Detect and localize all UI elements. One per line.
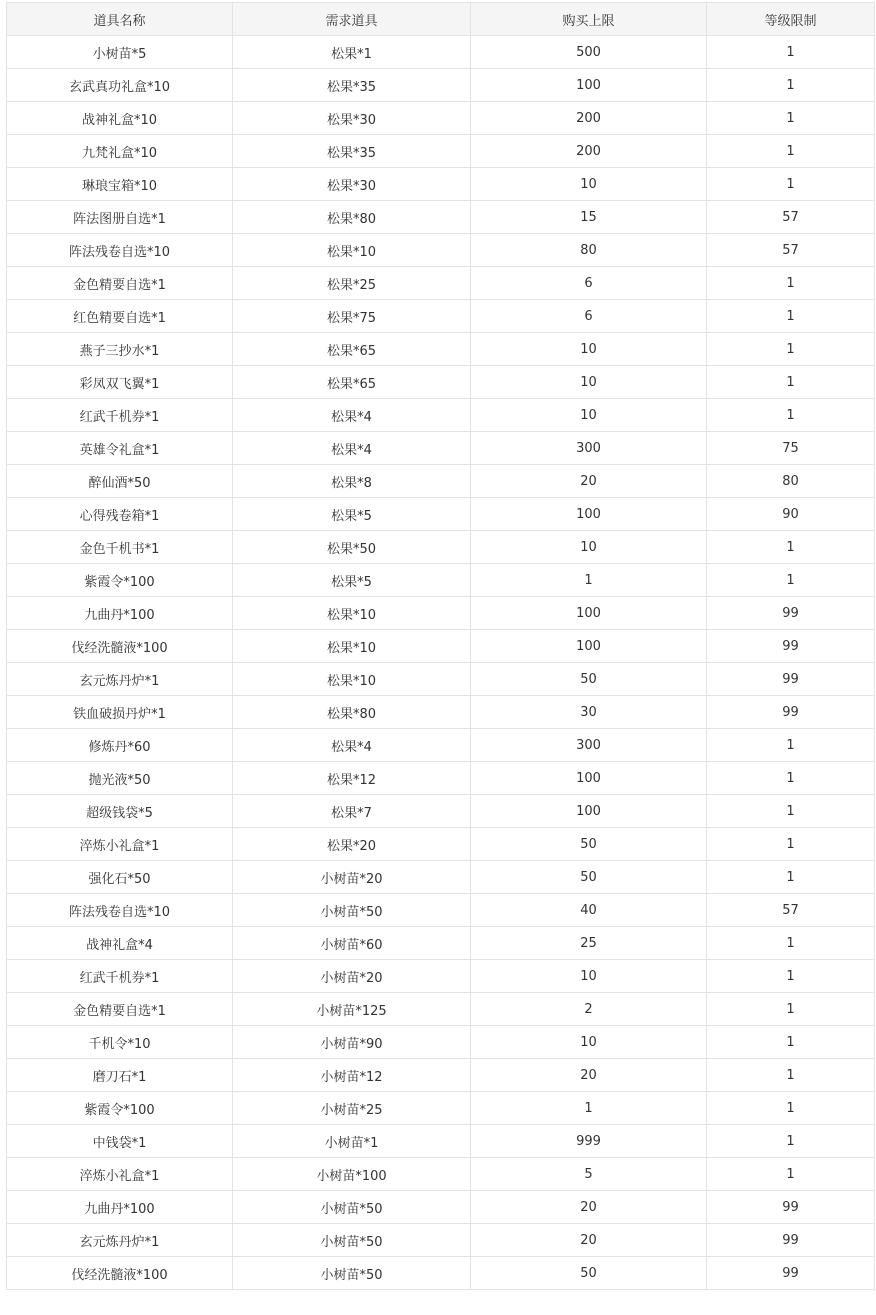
cell-level-limit: 1 [707, 366, 875, 399]
table-body [7, 36, 875, 1290]
cell-required-item: 松果*12 [233, 762, 471, 795]
table-row [7, 696, 875, 729]
table-row [7, 333, 875, 366]
cell-required-item: 小树苗*20 [233, 960, 471, 993]
cell-purchase-limit: 40 [471, 894, 707, 927]
table-row [7, 498, 875, 531]
cell-purchase-limit: 100 [471, 795, 707, 828]
cell-level-limit: 1 [707, 729, 875, 762]
table-row [7, 135, 875, 168]
cell-level-limit: 99 [707, 663, 875, 696]
cell-required-item: 松果*75 [233, 300, 471, 333]
cell-required-item: 小树苗*60 [233, 927, 471, 960]
cell-required-item: 小树苗*1 [233, 1125, 471, 1158]
cell-item-name: 九曲丹*100 [7, 597, 233, 630]
cell-item-name: 阵法残卷自选*10 [7, 894, 233, 927]
cell-item-name: 玄元炼丹炉*1 [7, 663, 233, 696]
cell-required-item: 松果*25 [233, 267, 471, 300]
cell-required-item: 小树苗*50 [233, 1257, 471, 1290]
table-row [7, 894, 875, 927]
cell-level-limit: 1 [707, 1059, 875, 1092]
cell-level-limit: 1 [707, 861, 875, 894]
cell-purchase-limit: 1 [471, 564, 707, 597]
cell-level-limit: 99 [707, 630, 875, 663]
table-row [7, 663, 875, 696]
cell-required-item: 松果*5 [233, 498, 471, 531]
cell-purchase-limit: 10 [471, 399, 707, 432]
cell-item-name: 战神礼盒*10 [7, 102, 233, 135]
table-row [7, 1158, 875, 1191]
cell-item-name: 强化石*50 [7, 861, 233, 894]
cell-required-item: 松果*8 [233, 465, 471, 498]
cell-level-limit: 1 [707, 168, 875, 201]
table-row [7, 300, 875, 333]
cell-required-item: 松果*80 [233, 201, 471, 234]
cell-level-limit: 1 [707, 399, 875, 432]
cell-level-limit: 1 [707, 300, 875, 333]
table-row [7, 201, 875, 234]
cell-level-limit: 57 [707, 234, 875, 267]
cell-item-name: 九梵礼盒*10 [7, 135, 233, 168]
cell-purchase-limit: 100 [471, 762, 707, 795]
cell-purchase-limit: 30 [471, 696, 707, 729]
cell-required-item: 松果*4 [233, 729, 471, 762]
table-row [7, 828, 875, 861]
cell-item-name: 磨刀石*1 [7, 1059, 233, 1092]
cell-required-item: 松果*20 [233, 828, 471, 861]
cell-item-name: 超级钱袋*5 [7, 795, 233, 828]
cell-required-item: 松果*80 [233, 696, 471, 729]
table-row [7, 597, 875, 630]
table-row [7, 564, 875, 597]
header-level-limit: 等级限制 [707, 3, 875, 36]
cell-purchase-limit: 80 [471, 234, 707, 267]
cell-required-item: 小树苗*50 [233, 1191, 471, 1224]
cell-required-item: 小树苗*12 [233, 1059, 471, 1092]
cell-purchase-limit: 25 [471, 927, 707, 960]
cell-item-name: 紫霞令*100 [7, 1092, 233, 1125]
table-row [7, 762, 875, 795]
table-row [7, 168, 875, 201]
cell-purchase-limit: 10 [471, 531, 707, 564]
header-item-name: 道具名称 [7, 3, 233, 36]
cell-item-name: 燕子三抄水*1 [7, 333, 233, 366]
cell-required-item: 松果*10 [233, 630, 471, 663]
cell-item-name: 金色千机书*1 [7, 531, 233, 564]
cell-item-name: 中钱袋*1 [7, 1125, 233, 1158]
cell-required-item: 松果*50 [233, 531, 471, 564]
table-row [7, 399, 875, 432]
cell-purchase-limit: 6 [471, 267, 707, 300]
table-row [7, 960, 875, 993]
cell-purchase-limit: 2 [471, 993, 707, 1026]
table-row [7, 1092, 875, 1125]
cell-level-limit: 1 [707, 762, 875, 795]
cell-item-name: 彩凤双飞翼*1 [7, 366, 233, 399]
cell-required-item: 松果*1 [233, 36, 471, 69]
cell-level-limit: 75 [707, 432, 875, 465]
cell-item-name: 英雄令礼盒*1 [7, 432, 233, 465]
header-row [7, 3, 875, 36]
cell-level-limit: 90 [707, 498, 875, 531]
cell-item-name: 红色精要自选*1 [7, 300, 233, 333]
cell-purchase-limit: 20 [471, 1191, 707, 1224]
table-row [7, 1026, 875, 1059]
cell-purchase-limit: 100 [471, 498, 707, 531]
cell-level-limit: 1 [707, 531, 875, 564]
cell-required-item: 松果*4 [233, 399, 471, 432]
table-row [7, 102, 875, 135]
cell-required-item: 小树苗*50 [233, 1224, 471, 1257]
cell-level-limit: 99 [707, 696, 875, 729]
table-row [7, 630, 875, 663]
cell-item-name: 金色精要自选*1 [7, 267, 233, 300]
cell-purchase-limit: 20 [471, 1059, 707, 1092]
cell-required-item: 小树苗*90 [233, 1026, 471, 1059]
cell-required-item: 松果*30 [233, 102, 471, 135]
cell-item-name: 修炼丹*60 [7, 729, 233, 762]
cell-required-item: 松果*65 [233, 333, 471, 366]
table-row [7, 861, 875, 894]
table-row [7, 993, 875, 1026]
cell-required-item: 松果*7 [233, 795, 471, 828]
cell-level-limit: 1 [707, 828, 875, 861]
cell-item-name: 玄元炼丹炉*1 [7, 1224, 233, 1257]
cell-purchase-limit: 100 [471, 69, 707, 102]
cell-level-limit: 1 [707, 1092, 875, 1125]
cell-purchase-limit: 50 [471, 861, 707, 894]
cell-item-name: 抛光液*50 [7, 762, 233, 795]
cell-purchase-limit: 5 [471, 1158, 707, 1191]
cell-required-item: 小树苗*25 [233, 1092, 471, 1125]
table-row [7, 267, 875, 300]
cell-item-name: 心得残卷箱*1 [7, 498, 233, 531]
cell-level-limit: 1 [707, 993, 875, 1026]
table-row [7, 927, 875, 960]
cell-required-item: 小树苗*100 [233, 1158, 471, 1191]
table-row [7, 729, 875, 762]
cell-item-name: 九曲丹*100 [7, 1191, 233, 1224]
cell-purchase-limit: 15 [471, 201, 707, 234]
cell-level-limit: 99 [707, 1224, 875, 1257]
cell-purchase-limit: 100 [471, 630, 707, 663]
cell-item-name: 红武千机券*1 [7, 960, 233, 993]
cell-level-limit: 1 [707, 69, 875, 102]
cell-item-name: 千机令*10 [7, 1026, 233, 1059]
cell-required-item: 松果*30 [233, 168, 471, 201]
cell-purchase-limit: 500 [471, 36, 707, 69]
cell-required-item: 松果*10 [233, 597, 471, 630]
cell-level-limit: 1 [707, 1158, 875, 1191]
table-row [7, 234, 875, 267]
cell-required-item: 松果*5 [233, 564, 471, 597]
cell-level-limit: 1 [707, 102, 875, 135]
table-row [7, 1224, 875, 1257]
cell-level-limit: 57 [707, 201, 875, 234]
cell-required-item: 小树苗*125 [233, 993, 471, 1026]
cell-purchase-limit: 20 [471, 465, 707, 498]
cell-purchase-limit: 100 [471, 597, 707, 630]
cell-required-item: 小树苗*50 [233, 894, 471, 927]
cell-item-name: 淬炼小礼盒*1 [7, 828, 233, 861]
cell-item-name: 金色精要自选*1 [7, 993, 233, 1026]
cell-purchase-limit: 50 [471, 828, 707, 861]
cell-level-limit: 1 [707, 927, 875, 960]
cell-purchase-limit: 10 [471, 168, 707, 201]
cell-level-limit: 1 [707, 333, 875, 366]
cell-purchase-limit: 999 [471, 1125, 707, 1158]
cell-required-item: 松果*35 [233, 135, 471, 168]
table-row [7, 465, 875, 498]
cell-item-name: 伐经洗髓液*100 [7, 1257, 233, 1290]
shop-exchange-table [6, 2, 875, 1290]
cell-required-item: 小树苗*20 [233, 861, 471, 894]
cell-item-name: 战神礼盒*4 [7, 927, 233, 960]
cell-item-name: 琳琅宝箱*10 [7, 168, 233, 201]
cell-level-limit: 99 [707, 597, 875, 630]
cell-level-limit: 1 [707, 36, 875, 69]
cell-purchase-limit: 200 [471, 102, 707, 135]
table-row [7, 36, 875, 69]
table-row [7, 1059, 875, 1092]
cell-item-name: 伐经洗髓液*100 [7, 630, 233, 663]
header-purchase-limit: 购买上限 [471, 3, 707, 36]
header-required-item: 需求道具 [233, 3, 471, 36]
cell-level-limit: 1 [707, 1125, 875, 1158]
cell-item-name: 淬炼小礼盒*1 [7, 1158, 233, 1191]
table-row [7, 1257, 875, 1290]
cell-purchase-limit: 50 [471, 1257, 707, 1290]
table-row [7, 1191, 875, 1224]
cell-level-limit: 1 [707, 564, 875, 597]
cell-level-limit: 1 [707, 267, 875, 300]
cell-item-name: 小树苗*5 [7, 36, 233, 69]
table-row [7, 69, 875, 102]
cell-item-name: 玄武真功礼盒*10 [7, 69, 233, 102]
table-row [7, 432, 875, 465]
cell-purchase-limit: 20 [471, 1224, 707, 1257]
table-row [7, 366, 875, 399]
cell-purchase-limit: 6 [471, 300, 707, 333]
table-row [7, 1125, 875, 1158]
cell-purchase-limit: 1 [471, 1092, 707, 1125]
cell-purchase-limit: 10 [471, 366, 707, 399]
cell-item-name: 阵法残卷自选*10 [7, 234, 233, 267]
cell-required-item: 松果*65 [233, 366, 471, 399]
cell-required-item: 松果*35 [233, 69, 471, 102]
cell-level-limit: 99 [707, 1191, 875, 1224]
cell-item-name: 阵法图册自选*1 [7, 201, 233, 234]
cell-item-name: 紫霞令*100 [7, 564, 233, 597]
cell-purchase-limit: 300 [471, 432, 707, 465]
table-row [7, 531, 875, 564]
cell-level-limit: 80 [707, 465, 875, 498]
cell-item-name: 铁血破损丹炉*1 [7, 696, 233, 729]
cell-level-limit: 1 [707, 795, 875, 828]
cell-item-name: 醉仙酒*50 [7, 465, 233, 498]
cell-purchase-limit: 200 [471, 135, 707, 168]
cell-level-limit: 57 [707, 894, 875, 927]
table-row [7, 795, 875, 828]
cell-purchase-limit: 10 [471, 333, 707, 366]
cell-level-limit: 1 [707, 960, 875, 993]
cell-required-item: 松果*10 [233, 663, 471, 696]
cell-item-name: 红武千机券*1 [7, 399, 233, 432]
cell-purchase-limit: 10 [471, 1026, 707, 1059]
cell-required-item: 松果*4 [233, 432, 471, 465]
cell-level-limit: 1 [707, 135, 875, 168]
cell-purchase-limit: 10 [471, 960, 707, 993]
cell-required-item: 松果*10 [233, 234, 471, 267]
cell-purchase-limit: 300 [471, 729, 707, 762]
cell-level-limit: 99 [707, 1257, 875, 1290]
table-header [7, 3, 875, 36]
cell-level-limit: 1 [707, 1026, 875, 1059]
cell-purchase-limit: 50 [471, 663, 707, 696]
